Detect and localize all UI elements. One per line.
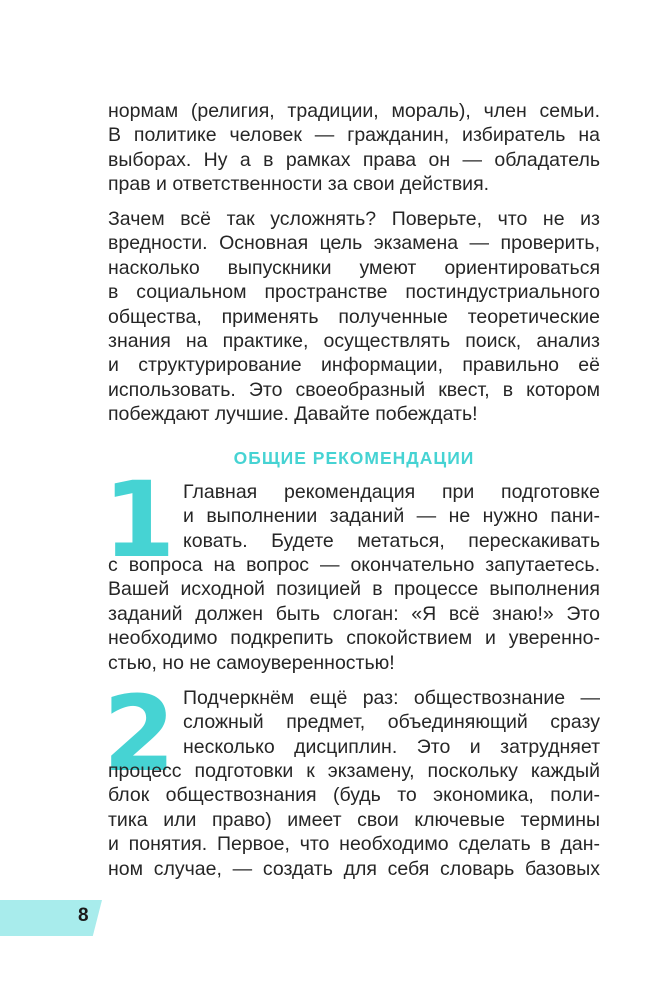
text-line: с вопроса на вопрос — окончательно запутаетесь. [108, 554, 600, 576]
recommendation-2-body [108, 759, 600, 881]
text-line: побеждают лучшие. Давайте побеждать! [108, 403, 478, 426]
recommendation-number-2: 2 [103, 673, 176, 795]
text-line: несколько дисциплин. Это и затрудняет [183, 735, 600, 758]
page-number: 8 [78, 905, 89, 926]
text-line: выборах. Ну а в рамках права он — обладатель [108, 148, 600, 171]
text-line: прав и ответственности за свои действия. [108, 173, 490, 196]
text-line: ковать. Будете метаться, перескакивать [183, 529, 600, 552]
recommendation-1-indented [183, 480, 600, 553]
text-line: и понятия. Первое, что необходимо сделать в дан- [108, 833, 600, 856]
text-line: процесс подготовки к экзамену, поскольку каждый [108, 760, 600, 782]
text-line: общества, применять полученные теоретические [108, 305, 600, 328]
text-line: Главная рекомендация при подготовке [183, 481, 600, 503]
text-line: стью, но не самоуверенностью! [108, 651, 395, 674]
section-heading: ОБЩИЕ РЕКОМЕНДАЦИИ [233, 448, 475, 468]
text-line: Зачем всё так усложнять? Поверьте, что не из [108, 208, 600, 230]
text-line: насколько выпускники умеют ориентироваться [108, 256, 600, 279]
text-line: в социальном пространстве постиндустриального [108, 281, 600, 304]
text-line: сложный предмет, объединяющий сразу [183, 711, 600, 734]
text-line: использовать. Это своеобразный квест, в котором [108, 378, 600, 401]
recommendation-2-indented [183, 686, 600, 759]
text-line: Подчеркнём ещё раз: обществознание — [183, 687, 600, 709]
paragraph-1 [108, 99, 600, 197]
recommendation-1-body [108, 553, 600, 675]
text-line: блок обществознания (будь то экономика, поли- [108, 784, 600, 807]
text-line: ном случае, — создать для себя словарь базовых [108, 857, 600, 880]
text-line: необходимо подкрепить спокойствием и уверенно- [108, 627, 600, 650]
text-line: и выполнении заданий — не нужно пани- [183, 505, 600, 528]
paragraph-2 [108, 207, 600, 427]
text-line: нормам (религия, традиции, мораль), член семьи. [108, 100, 600, 122]
text-line: вредности. Основная цель экзамена — проверить, [108, 232, 600, 255]
text-line: В политике человек — гражданин, избиратель на [108, 124, 600, 147]
text-line: заданий должен быть слоган: «Я всё знаю!» Это [108, 602, 600, 625]
recommendation-number-1: 1 [103, 459, 176, 581]
text-line: знания на практике, осуществлять поиск, анализ [108, 329, 600, 352]
text-line: Вашей исходной позицией в процессе выполнения [108, 578, 600, 601]
text-line: и структурирование информации, правильно её [108, 354, 600, 377]
text-line: тика или право) имеет свои ключевые термины [108, 808, 600, 831]
